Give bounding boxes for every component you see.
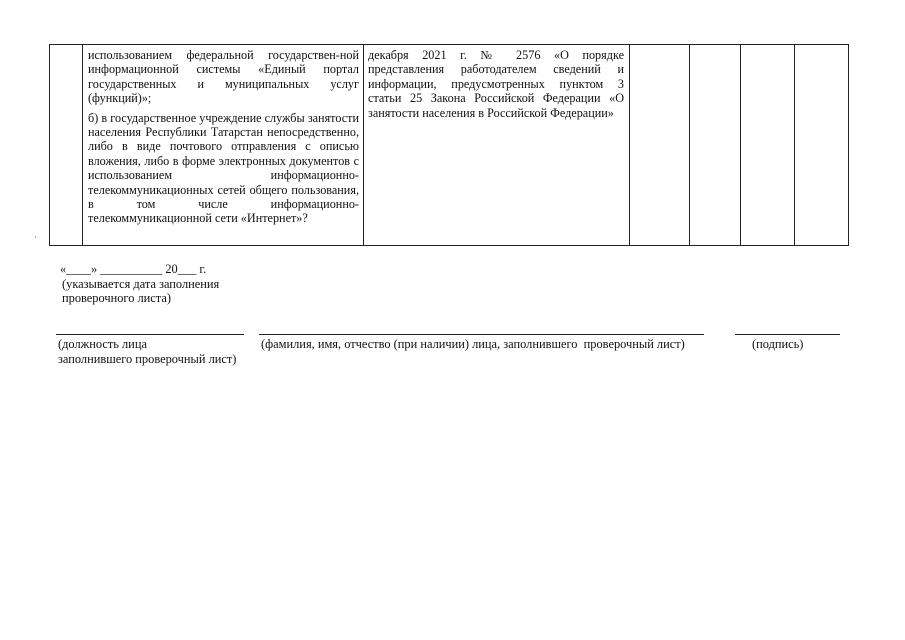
legal-reference-cell [364, 45, 630, 246]
answer-na-cell [741, 45, 795, 246]
answer-yes-cell [630, 45, 690, 246]
legal-reference-text: декабря 2021 г. № 2576 «О порядке представления работодателем сведений и информации, предусмотренных пунктом 3 статьи 25 Закона Российской Федерации «О занятости населения в Российской Федерации» [368, 48, 624, 120]
margin-mark: · [34, 232, 37, 242]
note-cell [795, 45, 849, 246]
name-signature-line [259, 334, 704, 335]
position-signature-line [56, 334, 244, 335]
checklist-table [49, 44, 849, 246]
signature-caption: (подпись) [752, 337, 804, 351]
name-caption: (фамилия, имя, отчество (при наличии) лица, заполнившего проверочный лист) [261, 337, 685, 351]
date-block [60, 262, 219, 306]
position-caption [58, 337, 236, 367]
signature-line [735, 334, 840, 335]
table-row [50, 45, 849, 246]
number-cell [50, 45, 83, 246]
question-cell [83, 45, 364, 246]
position-caption-line-2: заполнившего проверочный лист) [58, 352, 237, 366]
question-paragraph-1: использованием федеральной государствен-ной информационной системы «Единый портал государственных и муниципальных услуг (функций)»; [88, 48, 359, 106]
question-paragraph-2: б) в государственное учреждение службы занятости населения Республики Татарстан непосредственно, либо в виде почтового отправления с описью вложения, либо в форме электронных документов с использованием информационно-телекоммуникационных сетей общего пользования, в том числе информационно-телекоммуникационной сети «Интернет»? [88, 110, 359, 226]
answer-no-cell [690, 45, 741, 246]
date-caption-line-1: (указывается дата заполнения [62, 276, 220, 291]
date-caption-line-2: проверочного листа) [62, 291, 171, 305]
position-caption-line-1: (должность лица [58, 337, 147, 351]
date-template: «____» __________ 20___ г. [60, 262, 207, 276]
